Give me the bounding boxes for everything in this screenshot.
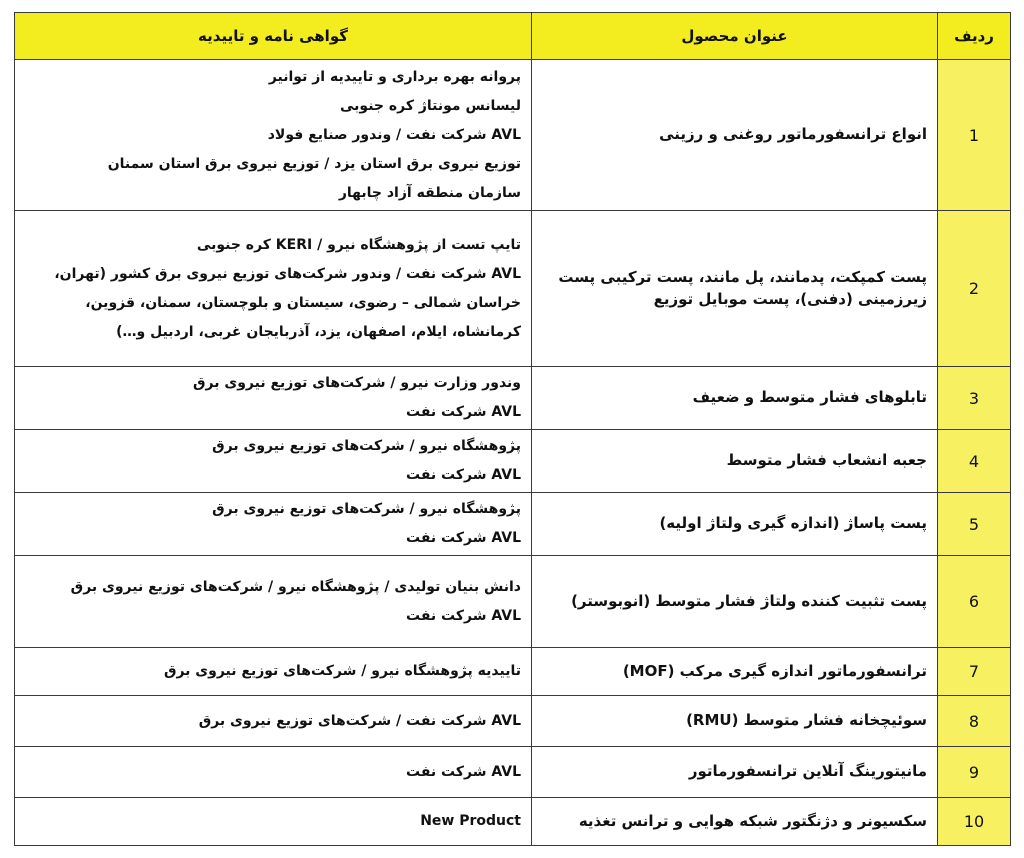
- certificate-item: وندور وزارت نیرو / شرکت‌های توزیع نیروی برق: [193, 375, 521, 391]
- certificate-item: AVL شرکت نفت / وندور شرکت‌های توزیع نیروی برق کشور (تهران، خراسان شمالی – رضوی، سیستان و بلوچستان، سمنان، قزوین، کرمانشاه، ایلام، اصفهان، یزد، آذربایجان غربی، اردبیل و…): [54, 265, 521, 340]
- table-row: [15, 493, 1011, 556]
- row-index: 7: [938, 648, 1011, 696]
- certificate-list: [15, 60, 532, 211]
- product-title: پست تثبیت کننده ولتاژ فشار متوسط (انوبوستر): [532, 556, 938, 648]
- certificate-list: [15, 696, 532, 747]
- table-row: [15, 648, 1011, 696]
- certificate-item: سازمان منطقه آزاد چابهار: [338, 184, 521, 201]
- table-row: [15, 367, 1011, 430]
- table-row: [15, 556, 1011, 648]
- row-index: 3: [938, 367, 1011, 430]
- table-row: [15, 430, 1011, 493]
- certificate-item: AVL شرکت نفت: [406, 763, 521, 780]
- table-row: [15, 211, 1011, 367]
- product-title: تابلوهای فشار متوسط و ضعیف: [532, 367, 938, 430]
- certificate-item: توزیع نیروی برق استان یزد / توزیع نیروی برق استان سمنان: [107, 155, 521, 172]
- table-row: [15, 696, 1011, 747]
- table-row: [15, 60, 1011, 211]
- certificate-list: [15, 211, 532, 367]
- certificate-item: AVL شرکت نفت / وندور صنایع فولاد: [267, 126, 521, 143]
- table-row: [15, 798, 1011, 846]
- certificate-item: تاییدیه پژوهشگاه نیرو / شرکت‌های توزیع نیروی برق: [163, 663, 521, 679]
- certificate-item: New Product: [420, 813, 521, 829]
- row-index: 5: [938, 493, 1011, 556]
- header-product-title: عنوان محصول: [532, 13, 938, 60]
- product-title: ترانسفورماتور اندازه گیری مرکب (MOF): [532, 648, 938, 696]
- product-title: سوئیچخانه فشار متوسط (RMU): [532, 696, 938, 747]
- certificate-item: تایپ تست از پژوهشگاه نیرو / KERI کره جنوبی: [196, 236, 521, 253]
- product-title: پست پاساژ (اندازه گیری ولتاژ اولیه): [532, 493, 938, 556]
- row-index: 1: [938, 60, 1011, 211]
- table-body: [15, 60, 1011, 846]
- product-certificate-table-container: [14, 12, 1010, 846]
- certificate-list: [15, 747, 532, 798]
- row-index: 2: [938, 211, 1011, 367]
- row-index: 8: [938, 696, 1011, 747]
- certificate-item: پژوهشگاه نیرو / شرکت‌های توزیع نیروی برق: [212, 501, 521, 517]
- product-title: انواع ترانسفورماتور روغنی و رزینی: [532, 60, 938, 211]
- certificate-item: لیسانس مونتاژ کره جنوبی: [340, 97, 521, 114]
- certificate-list: [15, 556, 532, 648]
- row-index: 10: [938, 798, 1011, 846]
- row-index: 6: [938, 556, 1011, 648]
- row-index: 9: [938, 747, 1011, 798]
- certificate-list: [15, 493, 532, 556]
- certificate-list: [15, 648, 532, 696]
- certificate-list: [15, 798, 532, 846]
- product-title: جعبه انشعاب فشار متوسط: [532, 430, 938, 493]
- certificate-item: AVL شرکت نفت / شرکت‌های توزیع نیروی برق: [198, 712, 521, 729]
- product-certificate-table: [14, 12, 1011, 846]
- certificate-list: [15, 367, 532, 430]
- certificate-item: پژوهشگاه نیرو / شرکت‌های توزیع نیروی برق: [212, 438, 521, 454]
- certificate-item: AVL شرکت نفت: [406, 467, 521, 483]
- certificate-item: دانش بنیان تولیدی / پژوهشگاه نیرو / شرکت‌های توزیع نیروی برق: [70, 578, 521, 595]
- product-title: سکسیونر و دژنگتور شبکه هوایی و ترانس تغذیه: [532, 798, 938, 846]
- certificate-item: AVL شرکت نفت: [406, 530, 521, 546]
- certificate-list: [15, 430, 532, 493]
- table-header-row: [15, 13, 1011, 60]
- certificate-item: AVL شرکت نفت: [406, 404, 521, 420]
- table-row: [15, 747, 1011, 798]
- row-index: 4: [938, 430, 1011, 493]
- header-certificates: گواهی نامه و تاییدیه: [15, 13, 532, 60]
- product-title: پست کمپکت، پدمانند، پل مانند، پست ترکیبی پست زیرزمینی (دفنی)، پست موبایل توزیع: [532, 211, 938, 367]
- product-title: مانیتورینگ آنلاین ترانسفورماتور: [532, 747, 938, 798]
- header-row-number: ردیف: [938, 13, 1011, 60]
- certificate-item: پروانه بهره برداری و تاییدیه از توانیر: [268, 68, 521, 85]
- certificate-item: AVL شرکت نفت: [406, 607, 521, 624]
